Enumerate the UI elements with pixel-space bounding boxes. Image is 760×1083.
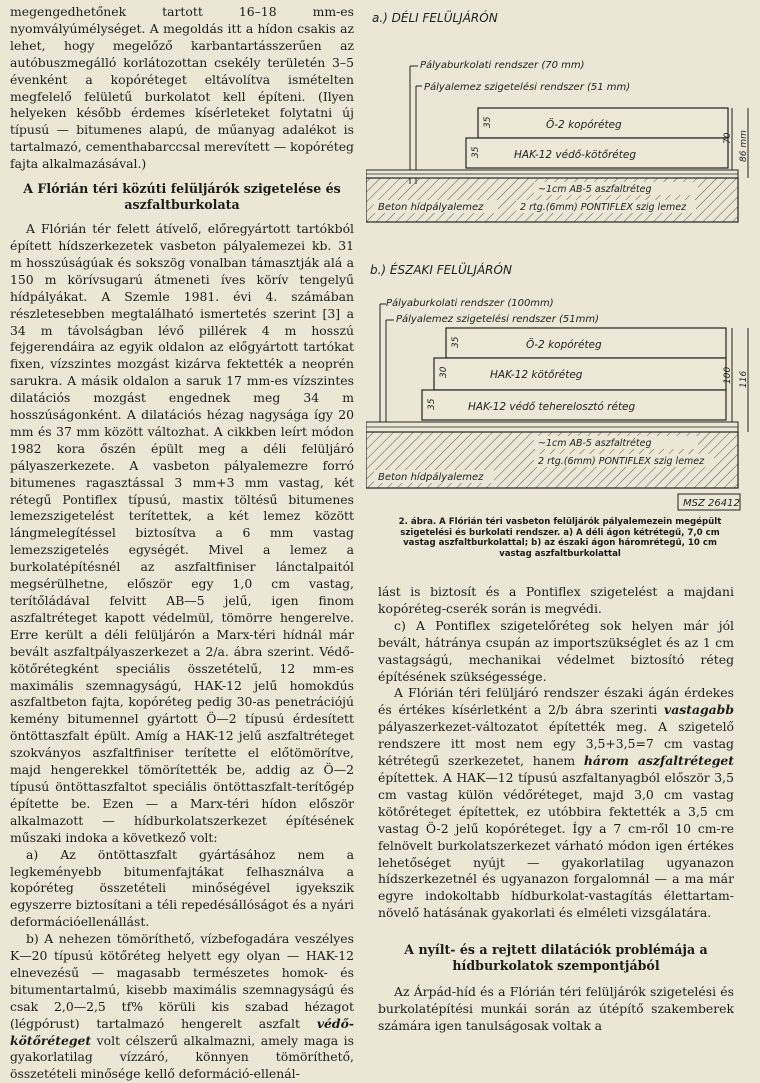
a-bottom-label2: 2 rtg.(6mm) PONTIFLEX szig lemez [520,202,687,213]
reason-b-text-end: volt célszerű alkalmazni, amely maga is gyakorlatilag vízzáró, könnyen tömöríthető, összetételi minősége kellő deformáció-ellenál- [10,1032,354,1082]
paragraph-arpad: Az Árpád-híd és a Flórián téri felüljárók szigetelési és burkolatépítési munkái során az útépítő szakemberek számára igen tanulságosak voltak a [378,984,734,1033]
b-label-insulation: Pályalemez szigetelési rendszer (51mm) [396,314,600,325]
standard-code: MSZ 26412 [683,498,740,509]
diagram-a-title: a.) DÉLI FELÜLJÁRÓN [372,11,498,25]
b-layer2-label: HAK-12 kötőréteg [490,369,583,381]
b-dim2: 30 [439,366,449,378]
a-layer2-label: HAK-12 védő-kötőréteg [514,149,637,161]
paragraph-reason-c: c) A Pontiflex szigetelőréteg sok helyen már jól bevált, hátránya csupán az importszükséglet és az 1 cm vastagságú, mechanikai védelmet biztosító réteg építésének szükségessége. [378,617,734,684]
b-layer3-label: HAK-12 védő teherelosztó réteg [468,401,636,413]
north-text-1: A Flórián téri felüljáró rendszer északi ágán érdekes és értékes kísérletként a 2/b ábra szerinti [378,685,734,718]
north-text-2: pályaszerkezet-változatot építették meg. A szigetelő rendszere itt most nem egy 3,5+3,5=7 cm vastag kétrétegű szerkezetet, hanem [378,719,734,769]
a-layer1-label: Ö-2 kopóréteg [546,119,622,131]
paragraph-reason-b [10,931,354,1083]
reason-b-text: b) A nehezen tömöríthető, vízbefogadára veszélyes K—20 típusú kötőréteg helyett egy olyan — HAK-12 elnevezésű — magasabb természetes homok- és bitumentartalmú, kisebb maximális szemnagyságú és csak 2,0—2,5 tf% körüli kis szabad hézagot (légpórust) tartalmazó hengerelt aszfalt [10,931,354,1031]
figure-layer-diagram [366,4,756,514]
north-emphasis-1: vastagabb [664,702,734,718]
left-text-column [10,4,354,1083]
paragraph-north-branch [378,685,734,922]
paragraph-continuation: megengedhetőnek tartott 16–18 mm-es nyomvályúmélységet. A megoldás itt a hídon csakis az lehet, hogy megelőző karbantartásszerűen az autóbuszmegálló korlátozottan csekély területén 3–5 évenként a kopóréteget eltávolítva ismételten megfelelő felületű burkolatot kell építeni. (Ilyen helyeken később érdemes kísérleteket folytatni új típusú — bitumenes alapú, de műanyag adalékot is tartalmazó, cementhabarccsal merevített — kopóréteg fajta alkalmazásával.) [10,4,354,172]
b-layer1-label: Ö-2 kopóréteg [526,339,602,351]
b-total1: 100 [723,366,733,384]
b-beton-label: Beton hídpályalemez [378,472,484,483]
a-dim1: 35 [483,116,493,128]
reason-b-emphasis: védő-kötőréteget [10,1015,354,1048]
b-dim1: 35 [451,336,461,348]
a-label-insulation: Pályalemez szigetelési rendszer (51 mm) [424,82,631,93]
figure-caption: 2. ábra. A Flórián téri vasbeton felüljárók pályalemezein megépült szigetelési és burkolati rendszer. a) A déli ágon kétrétegű, 7,0 cm vastag aszfaltburkolattal; b) az északi ágon háromrétegű, 10 cm vastag aszfaltburkolattal [398,517,722,559]
a-label-pavement: Pályaburkolati rendszer (70 mm) [420,60,585,71]
b-bottom-label2: 2 rtg.(6mm) PONTIFLEX szig lemez [538,456,705,467]
b-bottom-label1: ~1cm AB-5 aszfaltréteg [538,438,652,449]
a-bottom-label1: ~1cm AB-5 aszfaltréteg [538,184,652,195]
paragraph-continuation-right: lást is biztosít és a Pontiflex szigetelést a majdani kopóréteg-cserék során is megvédi. [378,584,734,616]
b-dim3: 35 [427,398,437,410]
paragraph-reason-a: a) Az öntöttaszfalt gyártásához nem a legkeményebb bitumenfajtákat felhasználva a kopóréteg összetételi minőségével igyekszik egyszerre biztosítani a téli repedésállóságot és a nyári deformációellenállást. [10,846,354,930]
section-heading-dilatation: A nyílt- és a rejtett dilatációk problémája a hídburkolatok szempontjából [404,942,708,974]
paragraph-florian-description: A Flórián tér felett átívelő, előregyártott tartókból épített hídszerkezetek vasbeton pályalemezei kb. 31 m hosszúságúak és sokszög vonalban támasztják alá a 150 m körívsugarú átmeneti íves körív tengelyű hídpályákat. A Szemle 1981. évi 4. számában részletesebben megtalálható ismertetés szerint [3] a 34 m távolságban lévő pillérek 4 m hosszú fejgerendáira az egyik oldalon az előgyártott tartókat fixen, vízszintes mozgást kizárva fektették a neoprén sarukra. A másik oldalon a saruk 17 mm-es vízszintes dilatációs mozgást engednek meg 34 m hosszúságonként. A dilatációs hézag nagysága így 20 mm és 37 mm között változhat. A cikkben leírt módon 1982 kora őszén épült meg a déli felüljáró pályaszerkezete. A vasbeton pályalemezre forró bitumenes ragasztással 3 mm+3 mm vastag, két rétegű Pontiflex típusú, mastix töltésű bitumenes lemezszigetelést terítettek, a két lemez között lángmelegítéssel biztosítva a 6 mm vastag lemezszigetelés egységét. Mivel a lemez a burkolatépítésnél az aszfaltfiniser lánctalpaitól megsérülhetne, először egy 1,0 cm vastag, terítőládával felvitt AB—5 jelű, igen finom aszfaltréteget kapott védelmül, tömörre hengerelve. Erre került a déli felüljárón a Marx-téri hídnál már bevált aszfaltpályaszerkezet a 2/a. ábra szerint. Védő-kötőrétegként speciális összetételű, 12 mm-es maximális szemnagyságú, HAK-12 jelű homokdús aszfaltbeton fajta, kopóréteg pedig 30-as penetrációjú kemény bitumennel gyártott Ö—2 típusú érdesített öntöttaszfalt épült. Amíg a HAK-12 jelű aszfaltréteget szokványos aszfaltfiniser terítette el előtömörítve, majd hengerekkel tömörítették be, addig az Ö—2 típusú öntöttaszfaltot speciális öntöttaszfalt-terítőgép építette be. Ezen — a Marx-téri hídon először alkalmazott — hídburkolatszerkezet építésének műszaki indoka a következő volt: [10,221,354,845]
layer-diagram-svg [366,4,756,514]
north-emphasis-2: három aszfaltréteget [583,753,734,769]
section-heading: A Flórián téri közúti felüljárók szigetelése és aszfaltburkolata [23,181,341,213]
a-total2: 86 mm [739,130,749,162]
b-total2: 116 [739,370,749,388]
a-beton-label: Beton hídpályalemez [378,202,484,213]
north-text-3: építettek. A HAK—12 típusú aszfaltanyagból először 3,5 cm vastag külön védőréteget, majd 3,0 cm vastag kötőréteget építettek, ez utóbbira fektették a 3,5 cm vastag Ö-2 jelű kopóréteget. Így a 7 cm-ről 10 cm-re felnövelt burkolatszerkezet várható módon igen értékes lehetőséget nyújt — gyakorlatilag ugyanazon hídszerkezetnél és ugyanazon forgalomnál — a ma már egyre indokoltabb hídburkolat-vastagítás élettartam-növelő hatásának gyakorlati és elméleti vizsgálatára. [378,769,734,921]
diagram-b-title: b.) ÉSZAKI FELÜLJÁRÓN [370,263,512,277]
a-total1: 70 [723,132,733,144]
right-text-column [378,584,734,1035]
b-label-pavement: Pályaburkolati rendszer (100mm) [386,298,554,309]
a-dim2: 35 [471,146,481,158]
